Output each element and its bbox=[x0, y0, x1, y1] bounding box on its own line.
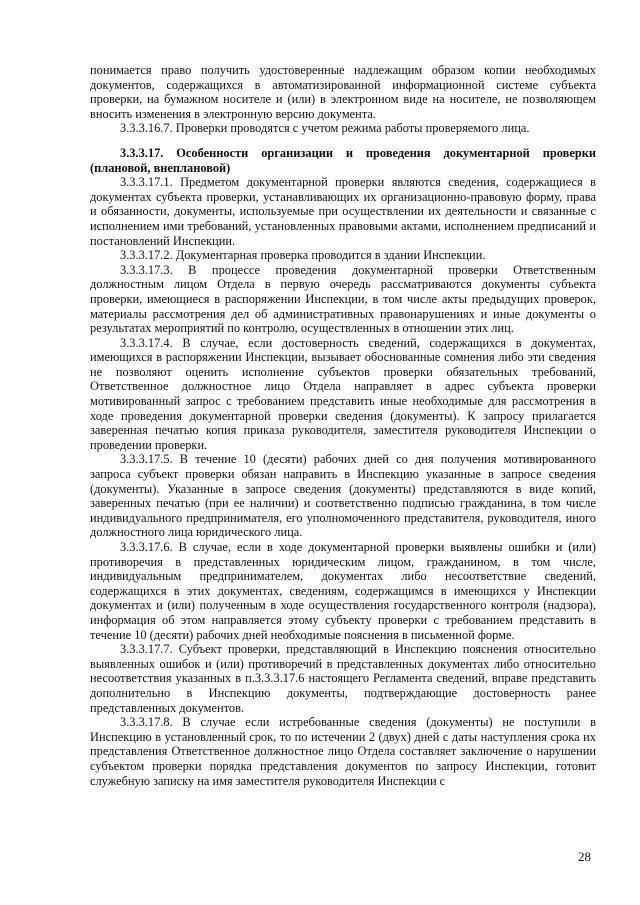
paragraph: 3.3.3.17.7. Субъект проверки, представляющий в Инспекцию пояснения относительно выявленных ошибок и (или) противоречий в представленных документах либо относительно несоответствия указанных в п.3.3.3.17.6 настоящего Регламента сведений, вправе представить дополнительно в Инспекцию документы, подтверждающие достоверность ранее представленных документов. bbox=[90, 642, 596, 715]
paragraph: 3.3.3.17.2. Документарная проверка проводится в здании Инспекции. bbox=[120, 248, 486, 263]
page-number: 28 bbox=[578, 849, 591, 864]
document-body bbox=[90, 63, 596, 788]
paragraph: 3.3.3.17.6. В случае, если в ходе документарной проверки выявлены ошибки и (или) противоречия в представленных юридическим лицом, гражданином, в том числе, индивидуальным предпринимателем, документах либо несоответствие сведений, содержащихся в этих документах, сведениям, содержащимся в имеющихся у Инспекции документах и (или) полученным в ходе осуществления государственного контроля (надзора), информация об этом направляется этому субъекту проверки с требованием представить в течение 10 (десяти) рабочих дней необходимые пояснения в письменной форме. bbox=[90, 540, 596, 642]
paragraph: 3.3.3.16.7. Проверки проводятся с учетом режима работы проверяемого лица. bbox=[120, 121, 530, 136]
paragraph: понимается право получить удостоверенные надлежащим образом копии необходимых документов, содержащихся в автоматизированной информационной системе субъекта проверки, на бумажном носителе и (или) в электронном виде на носителе, не позволяющем вносить изменения в электронную версию документа. bbox=[90, 63, 596, 121]
paragraph: 3.3.3.17.8. В случае если истребованные сведения (документы) не поступили в Инспекцию в установленный срок, то по истечении 2 (двух) дней с даты наступления срока их представления Ответственное должностное лицо Отдела составляет заключение о нарушении субъектом проверки порядка представления документов по запросу Инспекции, готовит служебную записку на имя заместителя руководителя Инспекции с bbox=[90, 715, 596, 788]
paragraph: 3.3.3.17.1. Предметом документарной проверки являются сведения, содержащиеся в документах субъекта проверки, устанавливающих их организационно-правовую форму, права и обязанности, документы, используемые при осуществлении их деятельности и связанные с исполнением ими требований, установленных правовыми актами, исполнением предписаний и постановлений Инспекции. bbox=[90, 175, 596, 248]
section-heading: 3.3.3.17. Особенности организации и проведения документарной проверки (плановой, внеплановой) bbox=[90, 145, 596, 175]
paragraph: 3.3.3.17.5. В течение 10 (десяти) рабочих дней со дня получения мотивированного запроса субъект проверки обязан направить в Инспекцию указанные в запросе сведения (документы). Указанные в запросе сведения (документы) представляются в виде копий, заверенных печатью (при ее наличии) и соответственно подписью гражданина, в том числе индивидуального предпринимателя, его уполномоченного представителя, руководителя, иного должностного лица юридического лица. bbox=[90, 452, 596, 540]
paragraph: 3.3.3.17.4. В случае, если достоверность сведений, содержащихся в документах, имеющихся в распоряжении Инспекции, вызывает обоснованные сомнения либо эти сведения не позволяют оценить исполнение субъектов проверки обязательных требований, Ответственное должностное лицо Отдела направляет в адрес субъекта проверки мотивированный запрос с требованием представить иные необходимые для рассмотрения в ходе проведения документарной проверки сведения (документы). К запросу прилагается заверенная печатью копия приказа руководителя, заместителя руководителя Инспекции о проведении проверки. bbox=[90, 335, 596, 452]
paragraph: 3.3.3.17.3. В процессе проведения документарной проверки Ответственным должностным лицом Отдела в первую очередь рассматриваются документы субъекта проверки, имеющиеся в распоряжении Инспекции, в том числе акты предыдущих проверок, материалы рассмотрения дел об административных правонарушениях и иные документы о результатах мероприятий по контролю, осуществленных в отношении этих лиц. bbox=[90, 262, 596, 336]
